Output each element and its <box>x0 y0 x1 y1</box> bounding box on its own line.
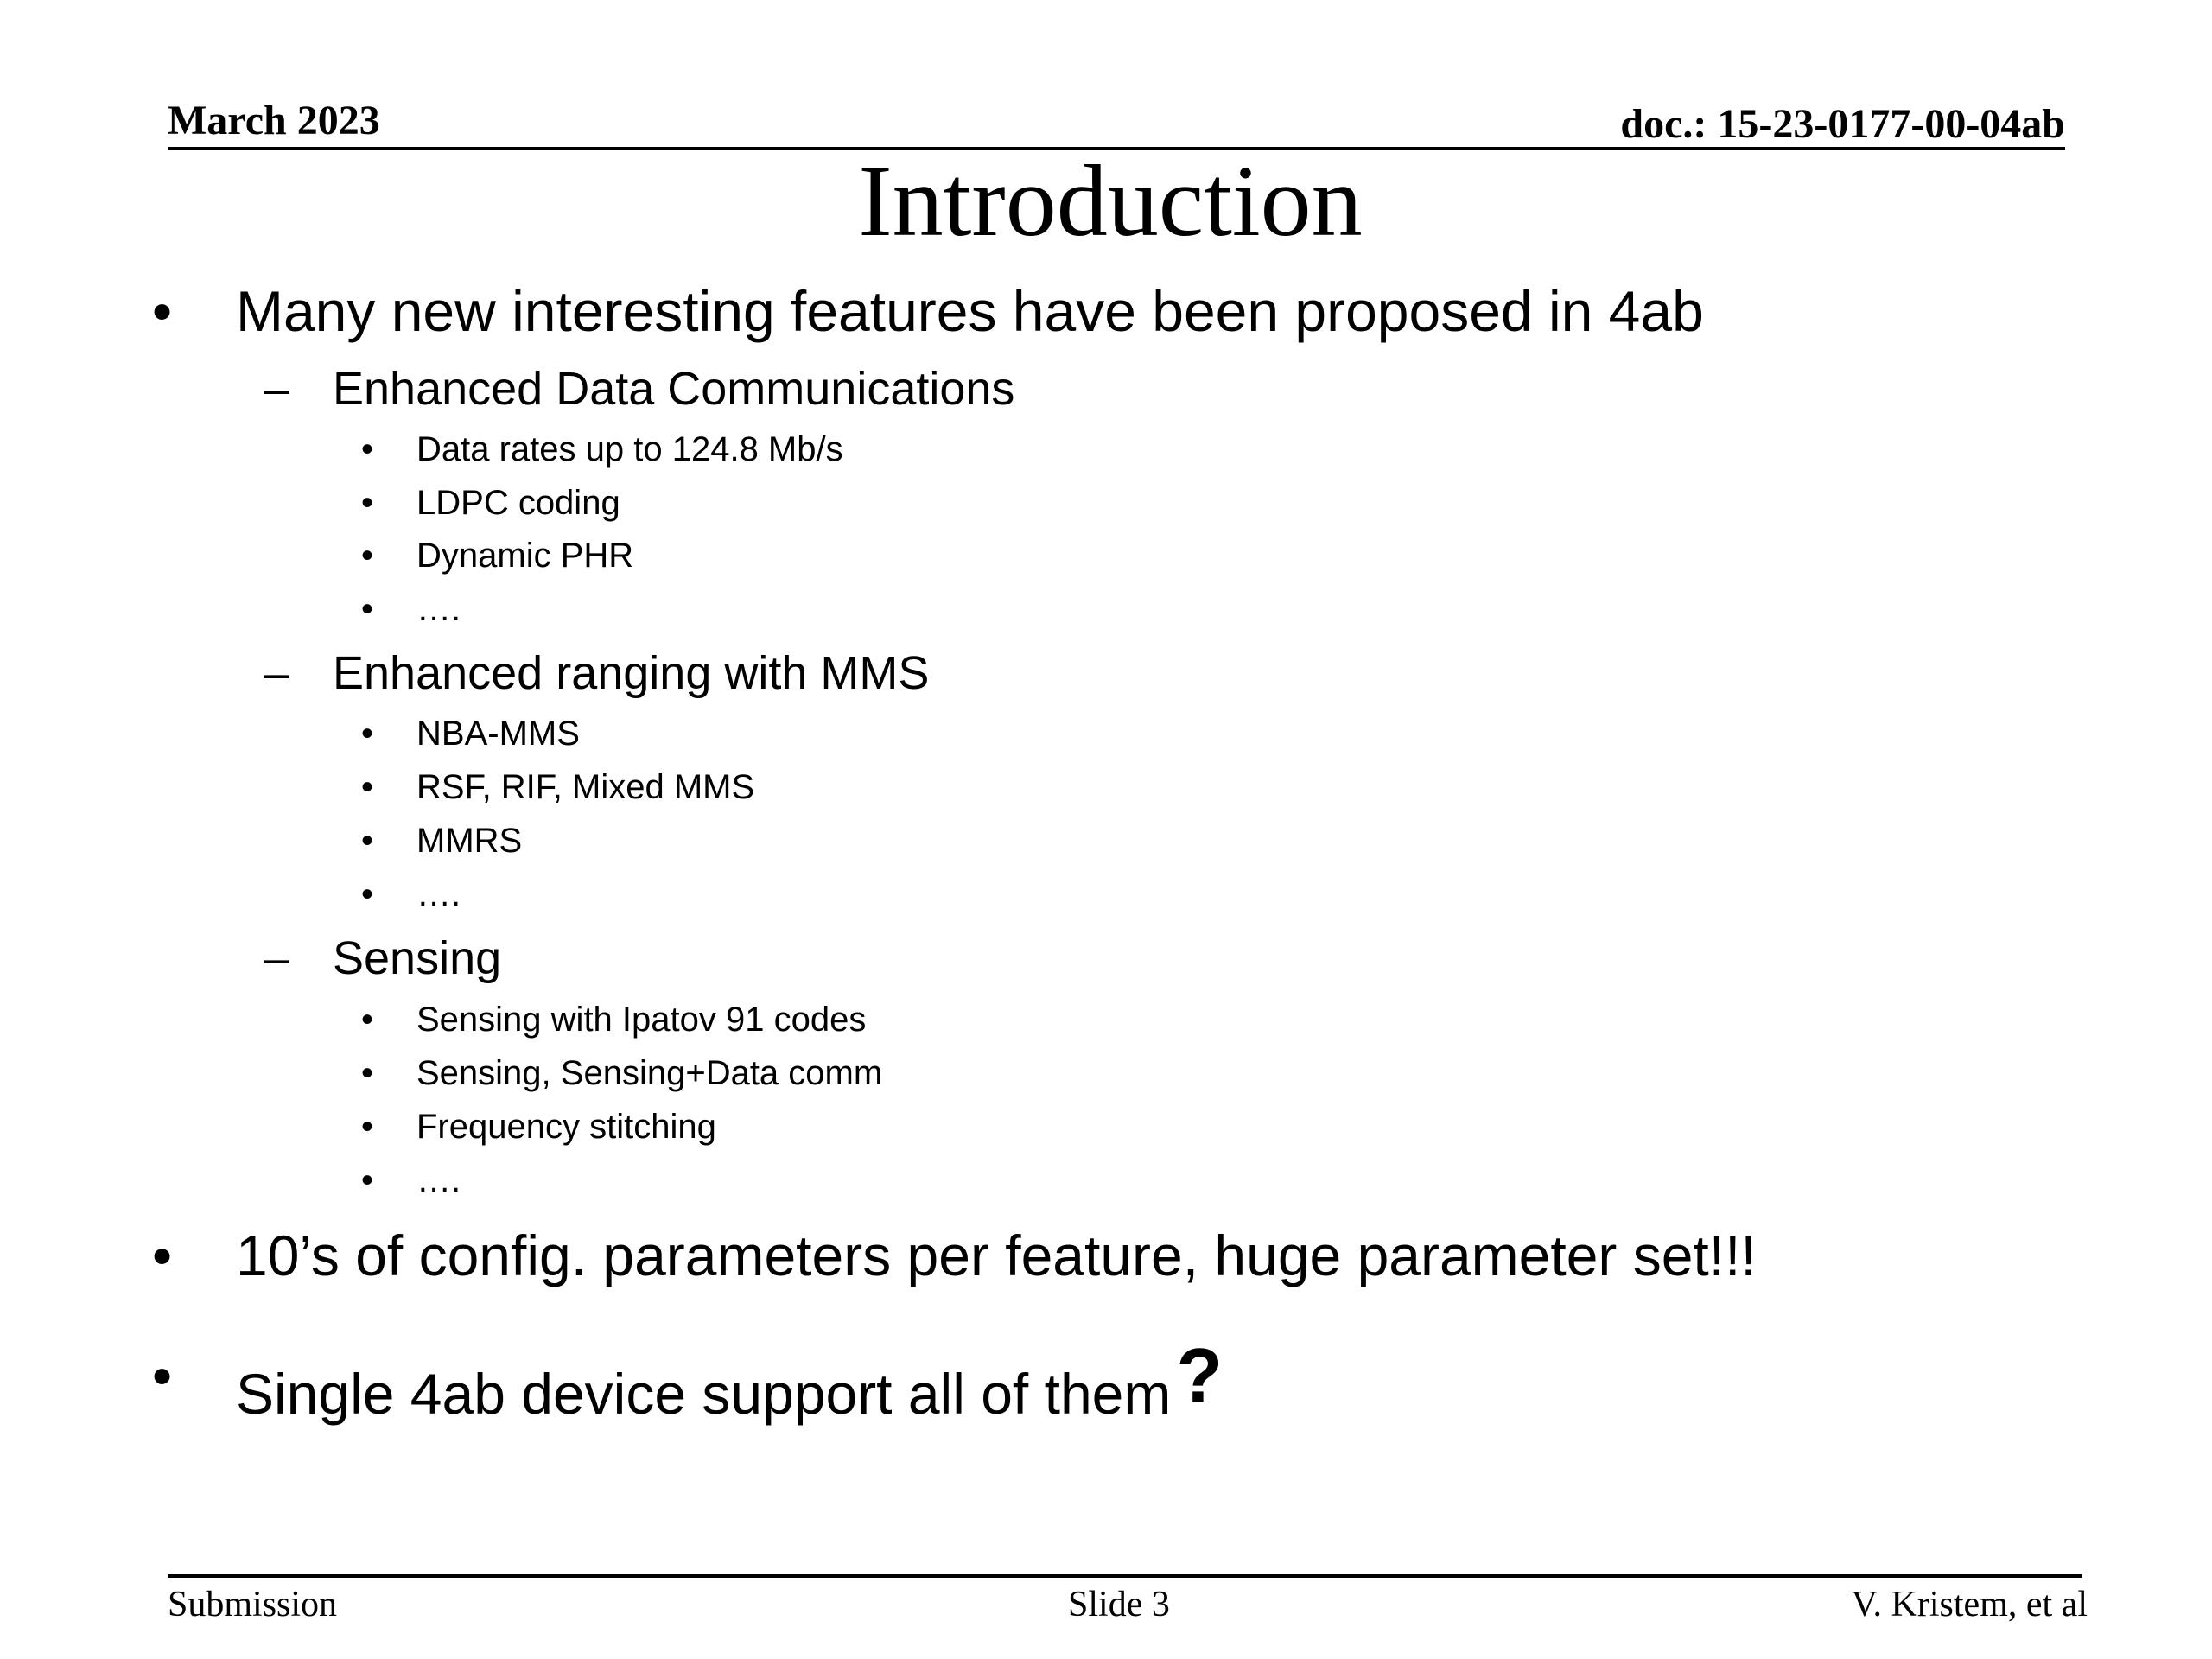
list-item: …. <box>416 875 461 913</box>
list-item: MMRS <box>416 822 523 860</box>
sub-bullet-marker: • <box>361 1001 374 1039</box>
sub-bullet-marker: • <box>361 1108 374 1146</box>
list-item: Dynamic PHR <box>416 537 634 575</box>
sub-bullet-marker: • <box>361 822 374 860</box>
sub-bullet-marker: • <box>361 875 374 913</box>
list-item: LDPC coding <box>416 484 620 522</box>
sub-bullet-marker: • <box>361 715 374 753</box>
bullet-single-device-text: Single 4ab device support all of them <box>236 1362 1172 1426</box>
dash-marker: – <box>264 932 290 984</box>
sub-bullet-marker: • <box>361 1161 374 1199</box>
list-item: RSF, RIF, Mixed MMS <box>416 768 755 806</box>
subheading-sensing: Sensing <box>333 932 502 984</box>
list-item: Sensing with Ipatov 91 codes <box>416 1001 867 1039</box>
footer-divider <box>168 1574 2082 1578</box>
subheading-data-comm: Enhanced Data Communications <box>333 363 1015 415</box>
list-item: NBA-MMS <box>416 715 580 753</box>
list-item: …. <box>416 1161 461 1199</box>
slide-title: Introduction <box>858 144 1363 257</box>
bullet-single-device <box>236 1332 1224 1428</box>
sub-bullet-marker: • <box>361 1054 374 1092</box>
dash-marker: – <box>264 363 290 415</box>
list-item: Data rates up to 124.8 Mb/s <box>416 430 843 468</box>
list-item: Sensing, Sensing+Data comm <box>416 1054 883 1092</box>
footer-submission: Submission <box>168 1585 338 1624</box>
list-item: Frequency stitching <box>416 1108 716 1146</box>
subheading-ranging: Enhanced ranging with MMS <box>333 647 930 699</box>
footer-author: V. Kristem, et al <box>1851 1585 2088 1624</box>
sub-bullet-marker: • <box>361 430 374 468</box>
sub-bullet-marker: • <box>361 537 374 575</box>
dash-marker: – <box>264 647 290 699</box>
bullet-marker: • <box>152 1344 173 1408</box>
list-item: …. <box>416 590 461 628</box>
bullet-features: Many new interesting features have been proposed in 4ab <box>236 279 1704 343</box>
sub-bullet-marker: • <box>361 590 374 628</box>
question-mark: ? <box>1176 1332 1224 1418</box>
header-date: March 2023 <box>168 98 380 143</box>
bullet-marker: • <box>152 1224 173 1287</box>
sub-bullet-marker: • <box>361 484 374 522</box>
sub-bullet-marker: • <box>361 768 374 806</box>
bullet-parameters: 10’s of config. parameters per feature, huge parameter set!!! <box>236 1224 1757 1287</box>
header-doc-number: doc.: 15-23-0177-00-04ab <box>1620 101 2065 147</box>
footer-slide-number: Slide 3 <box>1068 1585 1170 1624</box>
bullet-marker: • <box>152 279 173 343</box>
